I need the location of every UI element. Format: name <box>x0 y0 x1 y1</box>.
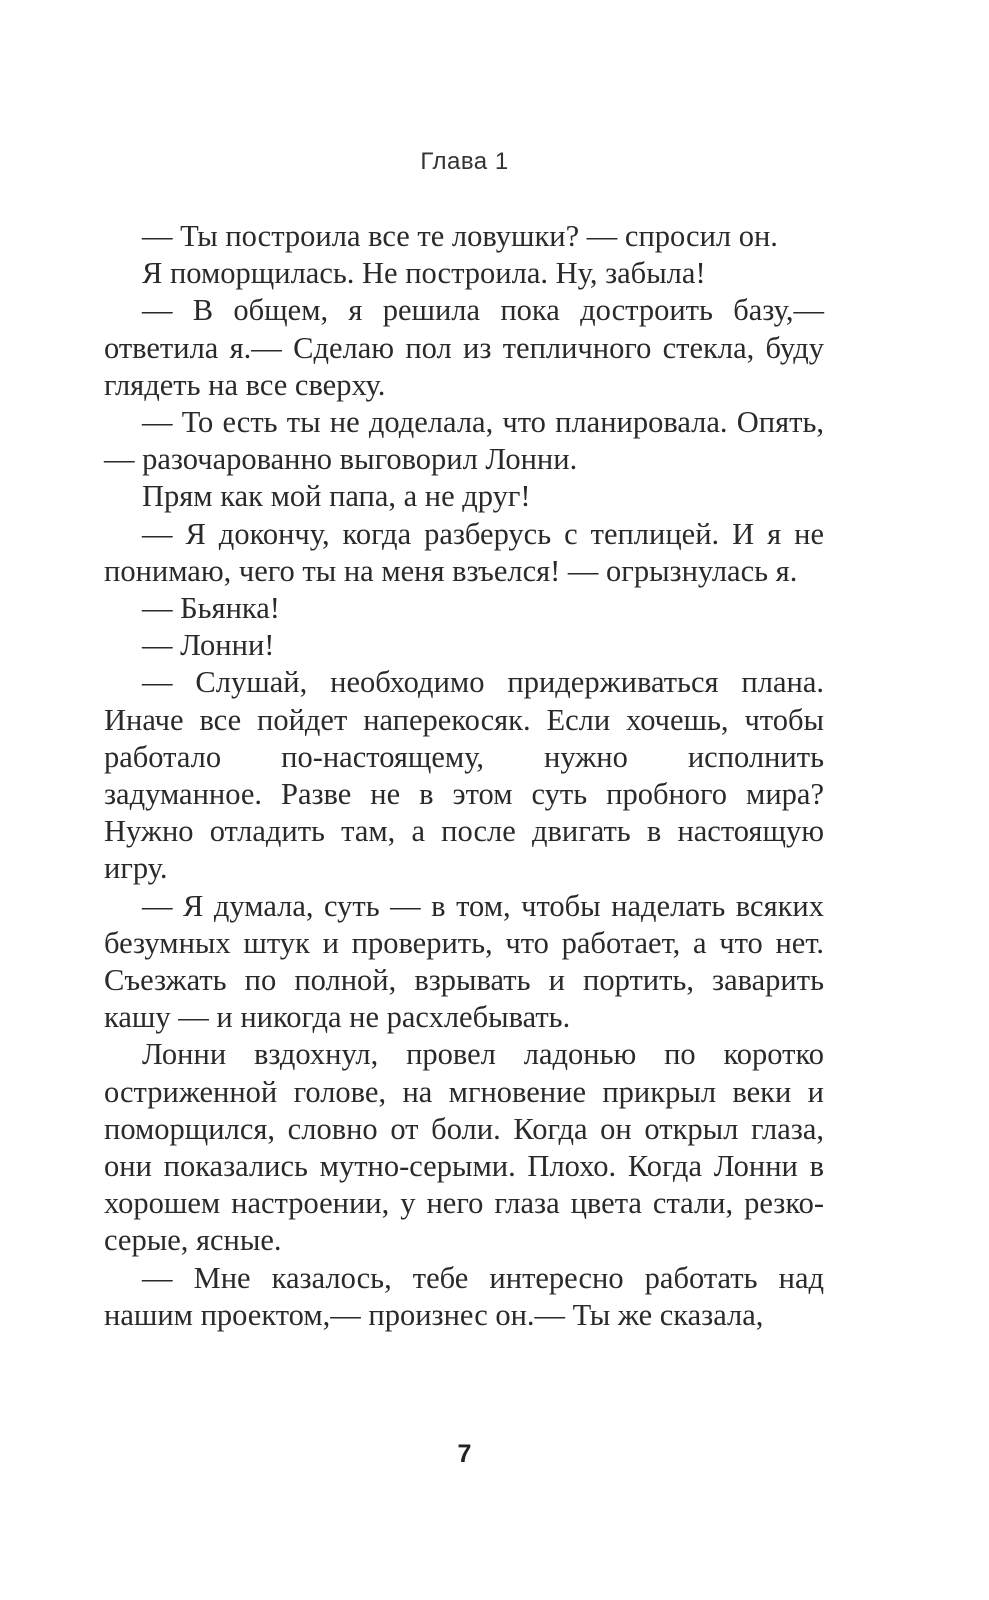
paragraph: — В общем, я решила пока достроить базу,— ответила я.— Сделаю пол из тепличного стекла, буду глядеть на все сверху. <box>104 293 824 402</box>
paragraph: — Бьянка! <box>142 591 280 626</box>
paragraph: — Я думала, суть — в том, чтобы наделать всяких безумных штук и проверить, что работает, а что нет. Съезжать по полной, взрывать и портить, заварить кашу — и никогда не расхлебывать. <box>104 888 824 1035</box>
paragraph: Лонни вздохнул, провел ладонью по коротко остриженной голове, на мгновение прикрыл веки и поморщился, словно от боли. Когда он открыл глаза, они показались мутно-серыми. Плохо. Когда Лонни в хорошем настроении, у него глаза цвета стали, резко-серые, ясные. <box>104 1037 824 1258</box>
paragraph: Я поморщилась. Не построила. Ну, забыла! <box>142 256 706 291</box>
paragraph: — Слушай, необходимо придерживаться плана. Иначе все пойдет наперекосяк. Если хочешь, чтобы работало по-настоящему, нужно исполнить задуманное. Разве не в этом суть пробного мира? Нужно отладить там, а после двигать в настоящую игру. <box>104 665 824 886</box>
running-head: Глава 1 <box>420 148 509 175</box>
paragraph: Прям как мой папа, а не друг! <box>142 479 531 514</box>
page-number: 7 <box>457 1440 472 1468</box>
paragraph: — Лонни! <box>142 628 275 663</box>
paragraph: — Я докончу, когда разберусь с теплицей. И я не понимаю, чего ты на меня взъелся! — огрызнулась я. <box>104 516 824 588</box>
paragraph: — Ты построила все те ловушки? — спросил он. <box>142 219 778 253</box>
body-text <box>104 218 824 1334</box>
paragraph: — Мне казалось, тебе интересно работать над нашим проектом,— произнес он.— Ты же сказала, <box>104 1260 824 1332</box>
paragraph: — То есть ты не доделала, что планировала. Опять,— разочарованно выговорил Лонни. <box>104 405 824 477</box>
